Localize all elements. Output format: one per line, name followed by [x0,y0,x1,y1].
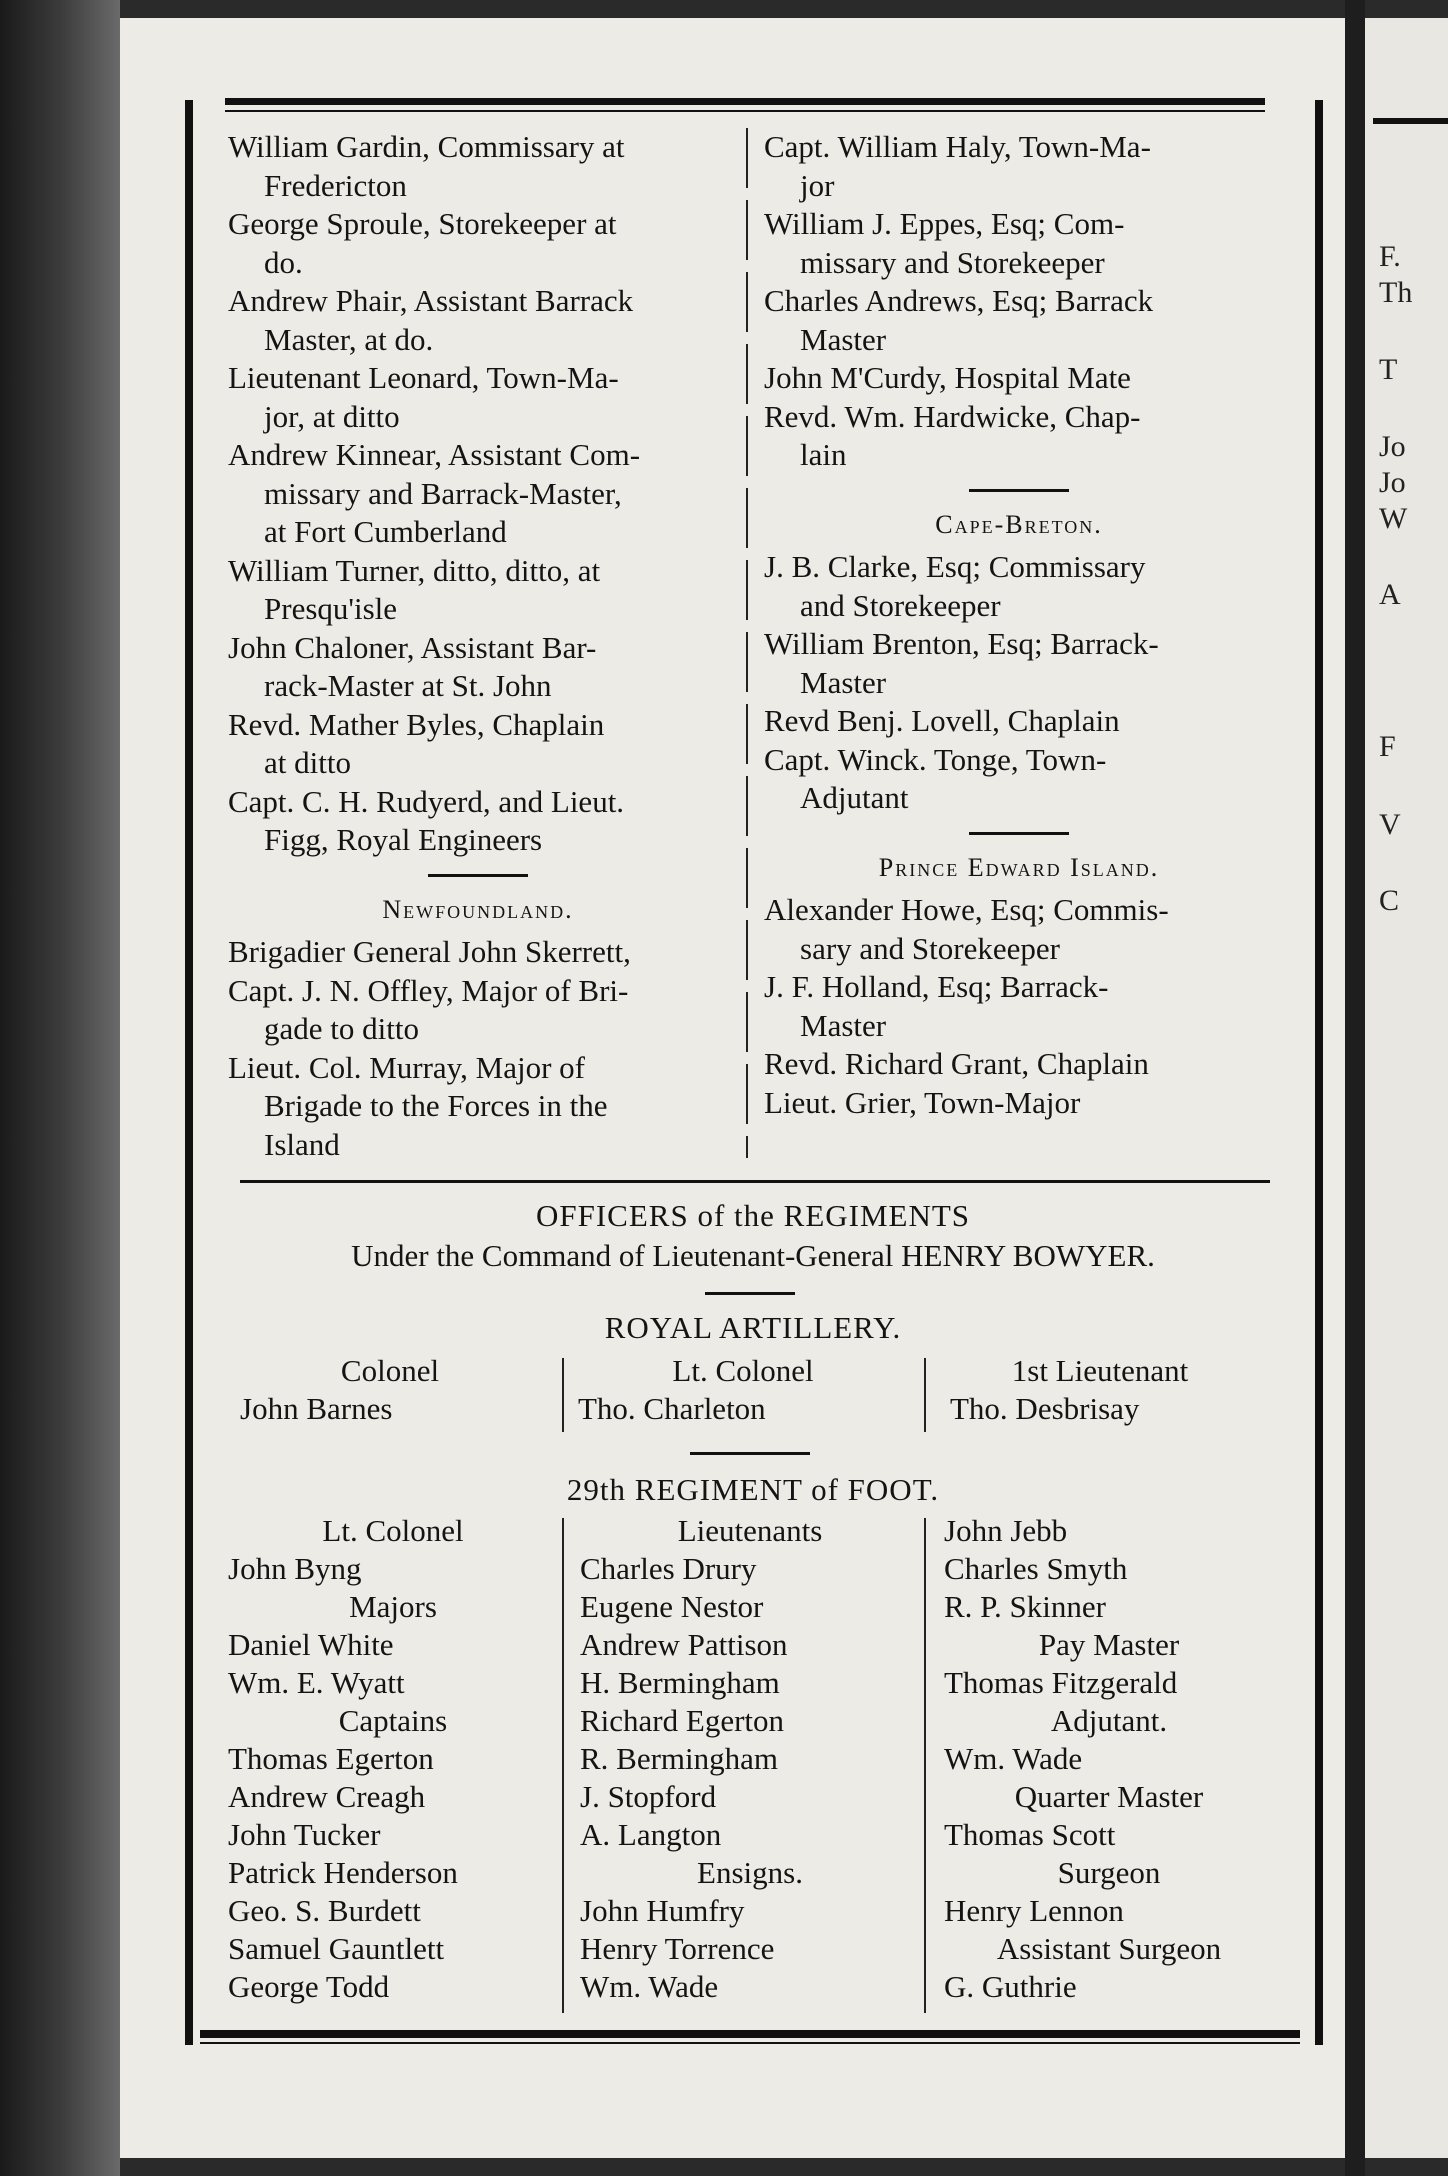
book-gutter-right [1345,0,1365,2176]
entry-continuation: Figg, Royal Engineers [264,822,543,857]
officers-title: OFFICERS of the REGIMENTS [535,1198,971,1233]
list-entry [764,891,1274,968]
entry-text: William Gardin, Commissary at [228,129,625,164]
entry-text: William Brenton, Esq; Barrack- [764,626,1159,661]
officer-name: John Jebb [944,1513,1068,1548]
entry-continuation: at ditto [264,745,351,780]
bottom-rule [200,2030,1300,2038]
entry-text: J. F. Holland, Esq; Barrack- [764,969,1109,1004]
entry-text: Lieut. Grier, Town-Major [764,1084,1081,1120]
column-divider [924,1358,926,1432]
entry-text: Capt. William Haly, Town-Ma- [764,129,1151,164]
officer-name: A. Langton [580,1817,722,1852]
entry-text: Revd. Mather Byles, Chaplain [228,706,605,742]
officer-name: John Humfry [580,1893,745,1928]
officer-name: Wm. Wade [944,1741,1083,1776]
regiment-divider [690,1452,810,1455]
entry-text: Andrew Phair, Assistant Barrack [228,283,634,318]
rank-heading: Captains [338,1703,448,1738]
column-divider [746,128,748,1158]
entry-text: Capt. Winck. Tonge, Town- [764,741,1107,777]
entry-continuation: missary and Barrack-Master, [264,475,622,511]
next-page-edge [1365,18,1448,2158]
royal-artillery-title: ROYAL ARTILLERY. [604,1310,902,1345]
entry-text: Alexander Howe, Esq; Commis- [764,892,1169,927]
list-entry [764,625,1274,702]
left-entry-list [228,128,728,860]
left-column [228,128,728,1164]
entry-text: William Turner, ditto, ditto, at [228,552,601,588]
officer-name: Thomas Scott [944,1817,1116,1852]
list-entry [228,436,728,513]
list-entry [228,128,728,205]
newfoundland-heading: Newfoundland. [382,894,574,924]
next-page-fragment: T [1379,353,1398,386]
officer-name: Richard Egerton [580,1703,785,1738]
rank-heading: Surgeon [1057,1855,1161,1890]
bottom-rule-thin [200,2042,1300,2044]
list-entry [764,741,1274,818]
officer-name: Henry Lennon [944,1893,1124,1928]
entry-continuation: Fredericton [264,167,407,203]
officer-name: Tho. Charleton [578,1391,766,1426]
right-entry-list [764,128,1274,475]
list-entry [764,205,1274,282]
next-page-fragment: F [1379,730,1396,763]
next-page-fragment: A [1379,578,1401,611]
entry-text: Charles Andrews, Esq; Barrack [764,283,1154,318]
list-entry [228,552,728,629]
list-entry [764,128,1274,205]
entry-text: Lieut. Col. Murray, Major of [228,1049,585,1085]
entry-text: Revd. Wm. Hardwicke, Chap- [764,398,1141,434]
list-entry [228,282,728,359]
officer-name: H. Bermingham [580,1665,780,1700]
top-rule-thin [225,110,1265,112]
entry-text: Capt. J. N. Offley, Major of Bri- [228,972,629,1008]
officer-name: Samuel Gauntlett [228,1931,445,1966]
royal-artillery-col-1 [240,1352,540,1428]
list-entry [764,282,1274,359]
officer-name: Andrew Creagh [228,1779,426,1814]
list-entry [228,972,728,1049]
list-entry [228,513,728,552]
officer-name: John Tucker [228,1817,381,1852]
prince-edward-entry-list [764,891,1274,1122]
entry-continuation: Brigade to the Forces in the [264,1088,608,1123]
entry-continuation: Master [800,1007,887,1043]
regiment-29-col-1 [228,1512,558,2006]
rank-heading: Adjutant. [1050,1703,1168,1738]
entry-continuation: Master [800,664,887,700]
entry-continuation: gade to ditto [264,1011,419,1046]
entry-continuation: missary and Storekeeper [800,244,1105,280]
officer-name: Thomas Egerton [228,1741,434,1776]
list-entry [228,933,728,972]
next-page-fragment: Jo [1379,430,1406,463]
entry-text: George Sproule, Storekeeper at [228,206,617,241]
officer-name: J. Stopford [580,1779,717,1814]
entry-continuation: lain [800,437,847,472]
officer-name: Wm. E. Wyatt [228,1665,405,1700]
officer-name: Daniel White [228,1627,394,1662]
entry-continuation: jor, at ditto [264,398,400,434]
next-page-fragment: C [1379,884,1400,917]
column-divider [562,1518,564,2013]
entry-continuation: Master, at do. [264,321,434,357]
list-entry [228,629,728,706]
officer-name: G. Guthrie [944,1969,1077,2004]
officer-name: John Byng [228,1551,362,1586]
list-entry [228,359,728,436]
artillery-divider [705,1292,795,1295]
next-page-fragment: F. [1379,240,1401,273]
list-entry [764,398,1274,475]
list-entry [764,702,1274,741]
officer-name: Tho. Desbrisay [950,1391,1140,1426]
list-entry [764,548,1274,625]
entry-text: John Chaloner, Assistant Bar- [228,629,597,665]
rank-heading: 1st Lieutenant [1011,1353,1189,1388]
list-entry [764,1045,1274,1084]
list-entry [764,968,1274,1045]
column-divider [562,1358,564,1432]
section-divider [969,489,1069,492]
list-entry [228,783,728,860]
entry-continuation: Island [264,1126,340,1162]
entry-continuation: sary and Storekeeper [800,930,1060,966]
rank-heading: Lt. Colonel [672,1353,814,1388]
entry-continuation: Adjutant [800,780,909,815]
column-divider [924,1518,926,2013]
officer-name: Wm. Wade [580,1969,719,2004]
section-divider [969,832,1069,835]
entry-text: Brigadier General John Skerrett, [228,934,631,969]
top-rule [225,98,1265,105]
entry-text: Capt. C. H. Rudyerd, and Lieut. [228,783,625,819]
officer-name: R. P. Skinner [944,1589,1106,1624]
regiment-29-title: 29th REGIMENT of FOOT. [566,1472,940,1507]
rank-heading: Pay Master [1038,1627,1180,1662]
list-entry [764,1084,1274,1123]
entry-continuation: and Storekeeper [800,587,1001,623]
entry-text: Lieutenant Leonard, Town-Ma- [228,360,619,395]
entry-text: John M'Curdy, Hospital Mate [764,360,1131,395]
right-column [764,128,1274,1122]
rank-heading: Colonel [340,1353,440,1388]
rank-heading: Ensigns. [697,1855,803,1890]
officers-subtitle: Under the Command of Lieutenant-General HENRY BOWYER. [351,1238,1155,1273]
next-page-fragment: Th [1379,276,1413,309]
officers-divider [240,1180,1270,1183]
entry-continuation: at Fort Cumberland [264,514,507,549]
officer-name: Henry Torrence [580,1931,775,1966]
officer-name: John Barnes [240,1391,393,1426]
book-gutter-left [0,0,120,2176]
list-entry [228,706,728,783]
list-entry [228,205,728,282]
officer-name: Andrew Pattison [580,1627,788,1662]
rank-heading: Quarter Master [1014,1779,1204,1814]
officer-name: Patrick Henderson [228,1855,458,1890]
officer-name: Geo. S. Burdett [228,1893,421,1928]
regiment-29-col-3 [944,1512,1274,2006]
next-page-fragment: W [1379,502,1408,535]
entry-continuation: do. [264,244,303,280]
rank-heading: Majors [349,1589,437,1624]
rank-heading: Lieutenants [677,1513,823,1548]
next-page-rule [1373,118,1448,124]
rank-heading: Assistant Surgeon [996,1931,1222,1966]
regiment-29-col-2 [580,1512,920,2006]
officer-name: George Todd [228,1969,390,2004]
entry-text: J. B. Clarke, Esq; Commissary [764,549,1146,584]
entry-text: Revd Benj. Lovell, Chaplain [764,703,1120,738]
entry-text: Revd. Richard Grant, Chaplain [764,1046,1149,1081]
royal-artillery-col-3 [950,1352,1250,1428]
rank-heading: Lt. Colonel [322,1513,464,1548]
list-entry [228,1126,728,1165]
list-entry [228,1049,728,1126]
entry-continuation: jor [800,167,835,203]
entry-continuation: rack-Master at St. John [264,668,552,703]
section-divider [428,874,528,877]
officer-name: Thomas Fitzgerald [944,1665,1178,1700]
entry-continuation: Presqu'isle [264,591,398,626]
prince-edward-heading: Prince Edward Island. [878,852,1160,882]
royal-artillery-col-2 [578,1352,908,1428]
entry-text: Andrew Kinnear, Assistant Com- [228,437,641,472]
officer-name: Charles Smyth [944,1551,1128,1586]
officer-name: Charles Drury [580,1551,757,1586]
cape-breton-entry-list [764,548,1274,818]
entry-continuation: Master [800,321,887,357]
newfoundland-entry-list [228,933,728,1164]
list-entry [764,359,1274,398]
cape-breton-heading: Cape-Breton. [935,509,1103,539]
officer-name: R. Bermingham [580,1741,779,1776]
next-page-fragment: V [1379,808,1401,841]
entry-text: William J. Eppes, Esq; Com- [764,206,1125,241]
officer-name: Eugene Nestor [580,1589,764,1624]
next-page-fragment: Jo [1379,466,1406,499]
